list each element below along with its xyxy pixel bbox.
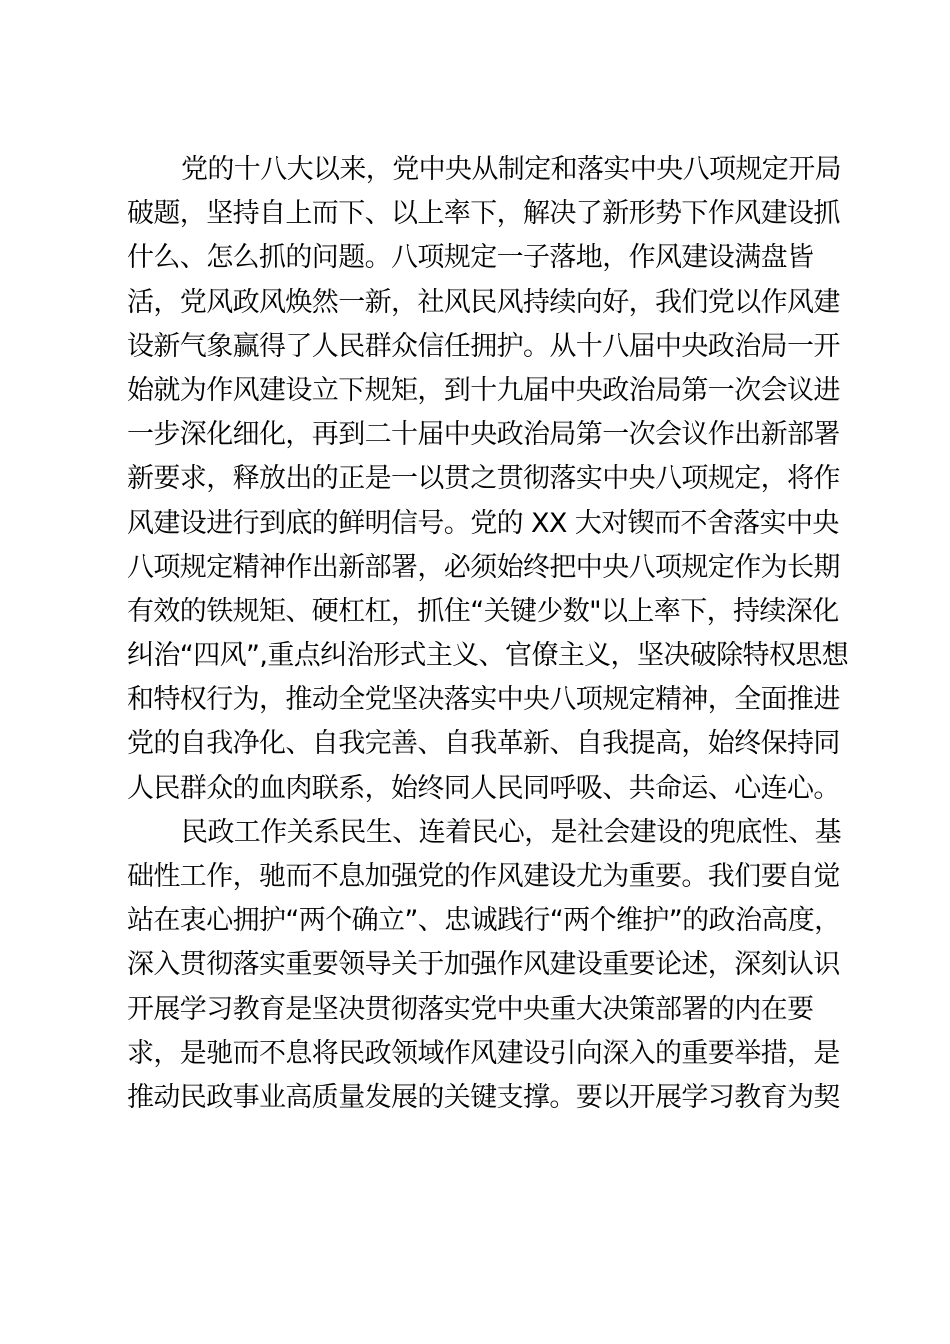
paragraph-line: 开展学习教育是坚决贯彻落实党中央重大决策部署的内在要	[127, 993, 814, 1025]
paragraph-line: 求，是驰而不息将民政领域作风建设引向深入的重要举措，是	[127, 1037, 840, 1069]
paragraph-line: 风建设进行到底的鲜明信号。党的 XX 大对锲而不舍落实中央	[127, 507, 839, 539]
paragraph-line: 纠治“四风”,重点纠治形式主义、官僚主义，坚决破除特权思想	[127, 640, 849, 672]
paragraph-line: 一步深化细化，再到二十届中央政治局第一次会议作出新部署	[127, 419, 840, 451]
paragraph-line: 有效的铁规矩、硬杠杠，抓住“关键少数"以上率下，持续深化	[127, 595, 839, 627]
paragraph-line: 人民群众的血肉联系，始终同人民同呼吸、共命运、心连心。	[127, 772, 840, 804]
paragraph-line: 八项规定精神作出新部署，必须始终把中央八项规定作为长期	[127, 551, 840, 583]
paragraph-2	[127, 811, 841, 1120]
paragraph-line: 设新气象赢得了人民群众信任拥护。从十八届中央政治局一开	[127, 330, 840, 362]
paragraph-line: 党的十八大以来，党中央从制定和落实中央八项规定开局	[181, 154, 841, 185]
paragraph-line: 新要求，释放出的正是一以贯之贯彻落实中央八项规定，将作	[127, 463, 840, 495]
paragraph-line: 深入贯彻落实重要领导关于加强作风建设重要论述，深刻认识	[127, 949, 840, 981]
paragraph-line: 破题，坚持自上而下、以上率下，解决了新形势下作风建设抓	[127, 198, 840, 230]
paragraph-1	[127, 148, 849, 811]
paragraph-line: 活，党风政风焕然一新，社风民风持续向好，我们党以作风建	[127, 286, 840, 318]
paragraph-line: 党的自我净化、自我完善、自我革新、自我提高，始终保持同	[127, 728, 840, 760]
document-body	[127, 148, 849, 1120]
paragraph-line: 推动民政事业高质量发展的关键支撑。要以开展学习教育为契	[127, 1081, 840, 1113]
paragraph-line: 民政工作关系民生、连着民心，是社会建设的兜底性、基	[181, 816, 841, 848]
paragraph-line: 和特权行为，推动全党坚决落实中央八项规定精神，全面推进	[127, 684, 840, 716]
paragraph-line: 础性工作，驰而不息加强党的作风建设尤为重要。我们要自觉	[127, 861, 840, 892]
paragraph-line: 什么、怎么抓的问题。八项规定一子落地，作风建设满盘皆	[127, 242, 814, 274]
paragraph-line: 始就为作风建设立下规矩，到十九届中央政治局第一次会议进	[127, 374, 840, 406]
paragraph-line: 站在衷心拥护“两个确立”、忠诚践行“两个维护”的政治高度，	[127, 905, 841, 937]
